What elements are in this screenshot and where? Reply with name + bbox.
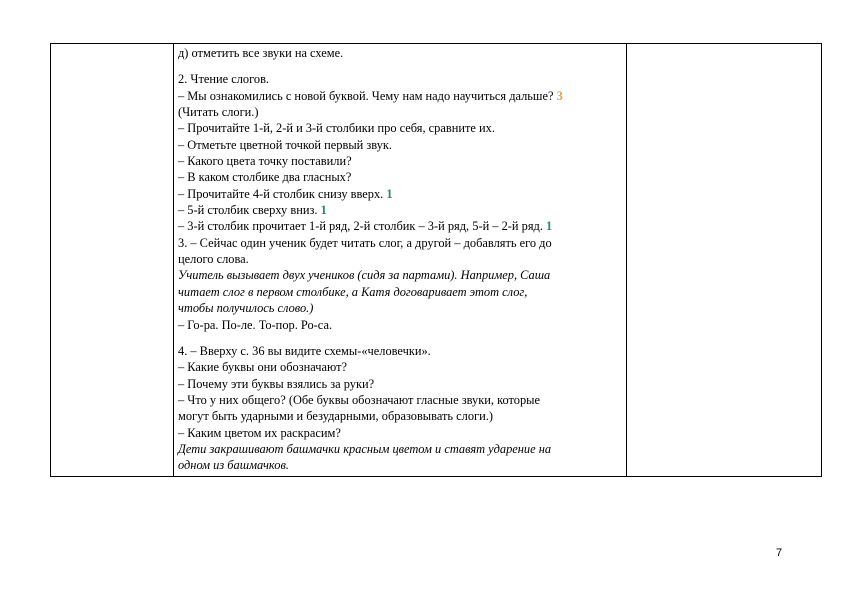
- text-line: – Отметьте цветной точкой первый звук.: [178, 137, 393, 152]
- italic-note: Учитель вызывает двух учеников (сидя за партами). Например, Саша: [178, 268, 551, 283]
- italic-note: одном из башмачков.: [178, 458, 289, 473]
- line-text: – 3-й столбик прочитает 1-й ряд, 2-й столбик – 3-й ряд, 5-й – 2-й ряд.: [178, 219, 547, 234]
- text-line: – Почему эти буквы взялись за руки?: [178, 376, 375, 391]
- text-line: – Каким цветом их раскрасим?: [178, 425, 341, 440]
- table-cell-content: [174, 44, 627, 477]
- question-text: – Мы ознакомились с новой буквой. Чему нам надо научиться дальше?: [178, 88, 557, 103]
- text-line: – Прочитайте 1-й, 2-й и 3-й столбики про себя, сравните их.: [178, 121, 495, 136]
- text-line: [178, 218, 622, 234]
- page-number: 7: [776, 547, 783, 559]
- text-line: – Какого цвета точку поставили?: [178, 154, 352, 169]
- lesson-table: [50, 43, 822, 477]
- text-line: – В каком столбике два гласных?: [178, 170, 352, 185]
- text-line: [178, 88, 622, 104]
- table-row: [51, 44, 822, 477]
- text-line: (Читать слоги.): [178, 105, 259, 120]
- italic-note: чтобы получилось слово.): [178, 301, 314, 316]
- italic-note: читает слог в первом столбике, а Катя договаривает этот слог,: [178, 284, 528, 299]
- text-line: – Го-ра. По-ле. То-пор. Ро-са.: [178, 317, 333, 332]
- section-heading: 2. Чтение слогов.: [178, 72, 270, 87]
- text-line: – Какие буквы они обозначают?: [178, 360, 347, 375]
- text-line: 3. – Сейчас один ученик будет читать слог, а другой – добавлять его до: [178, 235, 552, 250]
- mark-orange: 3: [556, 88, 563, 103]
- text-line: д) отметить все звуки на схеме.: [178, 46, 344, 60]
- text-line: целого слова.: [178, 252, 249, 267]
- line-text: – Прочитайте 4-й столбик снизу вверх.: [178, 186, 387, 201]
- table-cell-left: [51, 44, 174, 477]
- mark-green: 1: [546, 219, 553, 234]
- table-cell-right: [627, 44, 822, 477]
- text-line: – Что у них общего? (Обе буквы обозначают гласные звуки, которые: [178, 392, 540, 407]
- text-line: [178, 186, 622, 202]
- text-line: 4. – Вверху с. 36 вы видите схемы-«человечки».: [178, 343, 431, 358]
- mark-green: 1: [386, 186, 393, 201]
- text-line: могут быть ударными и безударными, образовывать слоги.): [178, 409, 493, 424]
- text-line: [178, 202, 622, 218]
- mark-green: 1: [320, 203, 327, 218]
- italic-note: Дети закрашивают башмачки красным цветом и ставят ударение на: [178, 441, 552, 456]
- line-text: – 5-й столбик сверху вниз.: [178, 203, 321, 218]
